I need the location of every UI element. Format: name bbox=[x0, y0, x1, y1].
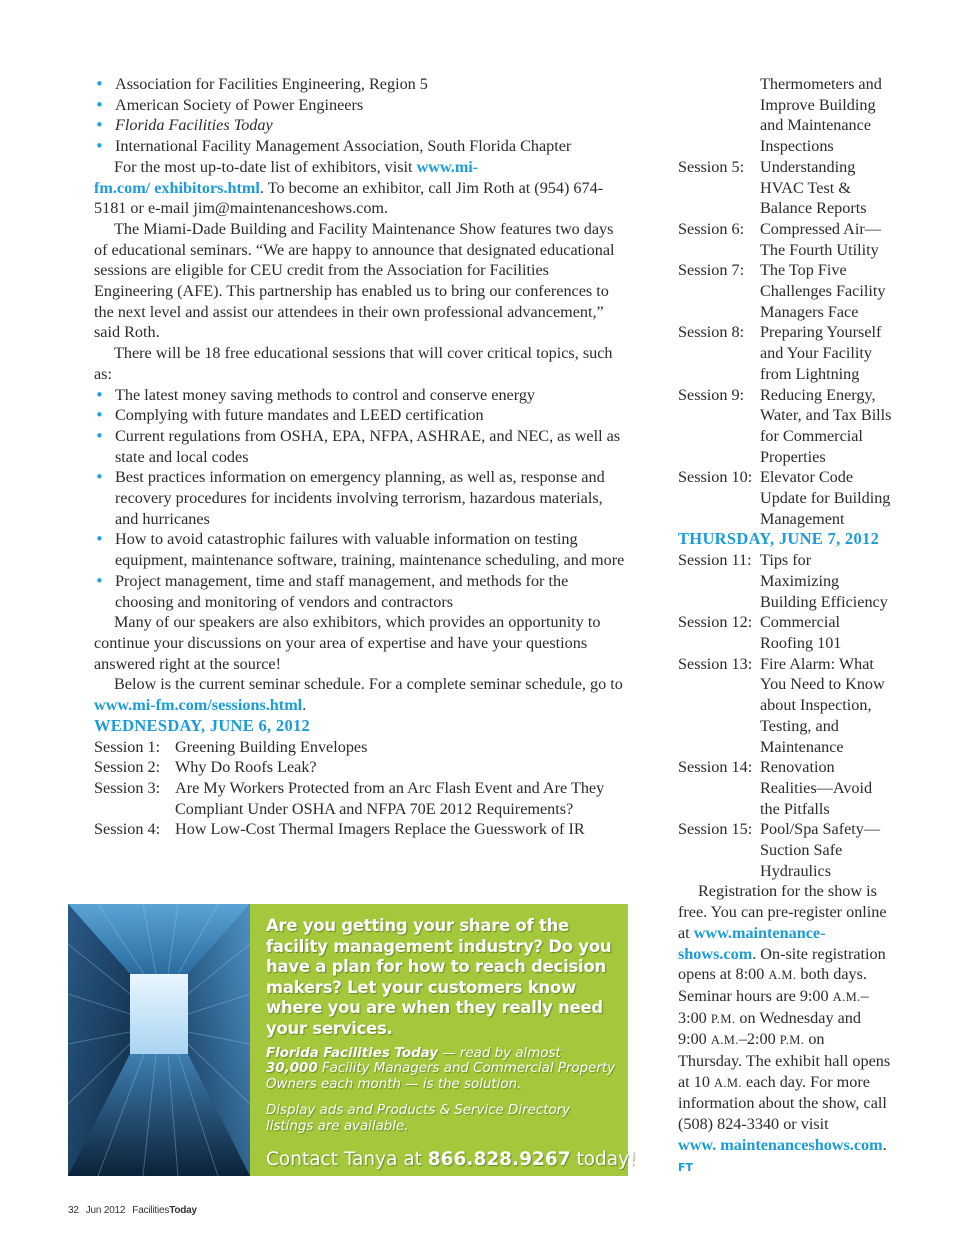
session-title: The Top Five Challenges Facility Managers Face bbox=[760, 261, 886, 321]
session-label: Session 5: bbox=[678, 157, 745, 176]
article-left-column bbox=[94, 74, 626, 840]
session-label: Session 7: bbox=[678, 261, 745, 280]
text-span: each day. For more information about the show, call (508) 824-3340 or visit bbox=[678, 1072, 887, 1134]
text-span: Below is the current seminar schedule. For a complete seminar schedule, go to bbox=[114, 675, 623, 694]
ad-listing-note: Display ads and Products & Service Directory listings are available. bbox=[266, 1102, 571, 1134]
list-item: • Association for Facilities Engineering, Region 5 bbox=[94, 74, 626, 95]
contact-phone: 866.828.9267 bbox=[427, 1148, 571, 1170]
text-span: on Thursday. The exhibit hall opens at 10 bbox=[678, 1030, 891, 1091]
session-label: Session 13: bbox=[678, 654, 753, 673]
text-span: Facility Managers and Commercial Property Owners each month — is the solution. bbox=[266, 1061, 616, 1093]
wednesday-heading: WEDNESDAY, JUNE 6, 2012 bbox=[94, 715, 311, 735]
ad-copy-panel bbox=[250, 904, 637, 1176]
session-title: Greening Building Envelopes bbox=[175, 737, 368, 756]
speakers-paragraph: Many of our speakers are also exhibitors, which provides an opportunity to continue your discussions on your area of expertise and have your questions answered right at the source! bbox=[94, 613, 601, 673]
session-title: Compressed Air—The Fourth Utility bbox=[760, 219, 881, 259]
session-title: Are My Workers Protected from an Arc Flash Event and Are They Compliant Under OSHA and NFPA 70E 2012 Requirements? bbox=[175, 778, 605, 818]
session-title: Fire Alarm: What You Need to Know about Inspection, Testing, and Maintenance bbox=[760, 654, 885, 756]
show-website-link[interactable]: www. maintenanceshows.com bbox=[678, 1135, 883, 1154]
text-span: Registration for the show is free. You can pre-register online at bbox=[678, 882, 887, 942]
session-title: Renovation Realities—Avoid the Pitfalls bbox=[760, 758, 873, 818]
text-span: . bbox=[882, 1135, 887, 1154]
session-row bbox=[678, 819, 892, 881]
session-title: Commercial Roofing 101 bbox=[760, 613, 842, 652]
page-footer bbox=[68, 1205, 197, 1216]
session-label: Session 9: bbox=[678, 385, 745, 404]
session-title: Reducing Energy, Water, and Tax Bills for Commercial Properties bbox=[760, 385, 892, 466]
text-span: Facilities bbox=[132, 1205, 170, 1216]
session-row bbox=[678, 757, 892, 819]
text-span: Today bbox=[169, 1205, 197, 1216]
exhibitors-paragraph bbox=[94, 157, 626, 219]
session-label: Session 12: bbox=[678, 613, 753, 632]
time-suffix: A.M. bbox=[710, 1033, 739, 1048]
text-span: — read by almost bbox=[438, 1045, 561, 1061]
session-title: Understanding HVAC Test & Balance Reports bbox=[760, 157, 867, 218]
session-label: Session 1: bbox=[94, 737, 161, 756]
session-row bbox=[678, 219, 892, 260]
text-span: Contact Tanya at bbox=[266, 1148, 428, 1170]
session-row bbox=[94, 819, 626, 840]
time-suffix: A.M. bbox=[832, 989, 861, 1004]
session-title: Why Do Roofs Leak? bbox=[175, 758, 317, 777]
registration-paragraph bbox=[678, 881, 892, 1178]
session-row bbox=[94, 757, 626, 778]
text-span: –2:00 bbox=[738, 1030, 780, 1049]
session-row bbox=[678, 322, 892, 384]
session-title: Pool/Spa Safety—Suction Safe Hydraulics bbox=[760, 820, 881, 880]
time-suffix: A.M. bbox=[768, 968, 797, 983]
list-item: • American Society of Power Engineers bbox=[94, 95, 626, 116]
list-item bbox=[94, 115, 626, 136]
text-span: . To become an exhibitor, call Jim Roth at (954) 674-5181 or e-mail jim@maintenanceshows.com. bbox=[94, 178, 604, 218]
session-title: Preparing Yourself and Your Facility from Lightning bbox=[760, 323, 882, 383]
list-item: • The latest money saving methods to control and conserve energy bbox=[94, 385, 626, 406]
list-item: • International Facility Management Association, South Florida Chapter bbox=[94, 136, 626, 157]
text-span: today! bbox=[570, 1148, 637, 1170]
text-span: – 3:00 bbox=[678, 986, 869, 1027]
session-row bbox=[678, 260, 892, 322]
advertisement bbox=[68, 904, 637, 1176]
end-mark: FT bbox=[678, 1160, 694, 1174]
magazine-name bbox=[132, 1205, 197, 1216]
session-row bbox=[94, 737, 626, 758]
session-row bbox=[94, 778, 626, 819]
readership-count: 30,000 bbox=[266, 1061, 318, 1077]
session-row bbox=[678, 612, 892, 653]
time-suffix: A.M. bbox=[713, 1075, 742, 1090]
session-title: Tips for Maximizing Building Efficiency bbox=[760, 551, 888, 611]
list-item: • Complying with future mandates and LEED certification bbox=[94, 405, 626, 426]
session-row bbox=[678, 654, 892, 758]
ad-pitch bbox=[266, 1046, 616, 1093]
session-row bbox=[678, 385, 892, 468]
session-row bbox=[678, 157, 892, 219]
building-photo bbox=[68, 904, 250, 1176]
topics-list bbox=[94, 385, 626, 613]
list-item: • Current regulations from OSHA, EPA, NFPA, ASHRAE, and NEC, as well as state and local codes bbox=[94, 426, 626, 467]
spacer bbox=[678, 74, 760, 157]
session-label: Session 11: bbox=[678, 551, 752, 570]
list-item: • Project management, time and staff management, and methods for the choosing and monitoring of vendors and contractors bbox=[94, 571, 626, 612]
page-number: 32 bbox=[68, 1205, 79, 1216]
organizations-list bbox=[94, 74, 626, 157]
session-title: Elevator Code Update for Building Management bbox=[760, 468, 891, 528]
ad-headline: Are you getting your share of the facility management industry? Do you have a plan for how to reach decision makers? Let your customers know where you are when they really need your services. bbox=[266, 916, 612, 1038]
publication-name: Florida Facilities Today bbox=[115, 116, 273, 135]
issue-date: Jun 2012 bbox=[85, 1205, 126, 1216]
session-title: Thermometers and Improve Building and Maintenance Inspections bbox=[760, 75, 882, 156]
text-span: For the most up-to-date list of exhibitors, visit bbox=[114, 157, 417, 176]
session-label: Session 10: bbox=[678, 468, 753, 487]
sessions-intro-paragraph: There will be 18 free educational sessions that will cover critical topics, such as: bbox=[94, 344, 613, 383]
session-label: Session 3: bbox=[94, 778, 161, 797]
session-label: Session 15: bbox=[678, 820, 753, 839]
time-suffix: P.M. bbox=[710, 1011, 736, 1026]
sessions-link[interactable]: www.mi-fm.com/sessions.html bbox=[94, 696, 303, 715]
session-label: Session 4: bbox=[94, 820, 161, 839]
session-title: How Low-Cost Thermal Imagers Replace the Guesswork of IR bbox=[175, 820, 585, 839]
list-item: • How to avoid catastrophic failures with valuable information on testing equipment, maintenance software, training, maintenance scheduling, and more bbox=[94, 529, 626, 570]
seminars-paragraph: The Miami-Dade Building and Facility Maintenance Show features two days of educational seminars. “We are happy to announce that designated educational sessions are eligible for CEU credit from the Association for Facilities Engineering (AFE). This partnership has enabled us to bring our conferences to the next level and assist our attendees in their own professional advancement,” said Roth. bbox=[94, 219, 615, 342]
exhibitors-link[interactable]: www.mi-fm.com/ exhibitors.html bbox=[94, 157, 479, 197]
session-label: Session 6: bbox=[678, 219, 745, 238]
session-label: Session 14: bbox=[678, 758, 753, 777]
publication-name: Florida Facilities Today bbox=[266, 1045, 439, 1061]
thursday-heading: THURSDAY, JUNE 7, 2012 bbox=[678, 529, 880, 549]
skyscraper-illustration bbox=[68, 904, 250, 1176]
registration-link[interactable]: www.maintenanceshows.com bbox=[678, 923, 826, 963]
session-row bbox=[678, 550, 892, 612]
ad-contact bbox=[266, 1148, 637, 1171]
schedule-paragraph bbox=[94, 674, 626, 715]
article-right-column bbox=[678, 74, 892, 1178]
text-span: . On-site registration opens at 8:00 bbox=[678, 944, 886, 984]
session-continuation bbox=[678, 74, 892, 157]
text-span: . bbox=[302, 696, 307, 715]
session-label: Session 8: bbox=[678, 323, 745, 342]
text-span: both days. Seminar hours are 9:00 bbox=[678, 965, 867, 1005]
text-span: on Wednesday and 9:00 bbox=[678, 1008, 861, 1049]
session-label: Session 2: bbox=[94, 758, 161, 777]
session-row bbox=[678, 467, 892, 529]
time-suffix: P.M. bbox=[779, 1033, 805, 1048]
list-item: • Best practices information on emergency planning, as well as, response and recovery procedures for incidents involving terrorism, hazardous materials, and hurricanes bbox=[94, 467, 626, 529]
